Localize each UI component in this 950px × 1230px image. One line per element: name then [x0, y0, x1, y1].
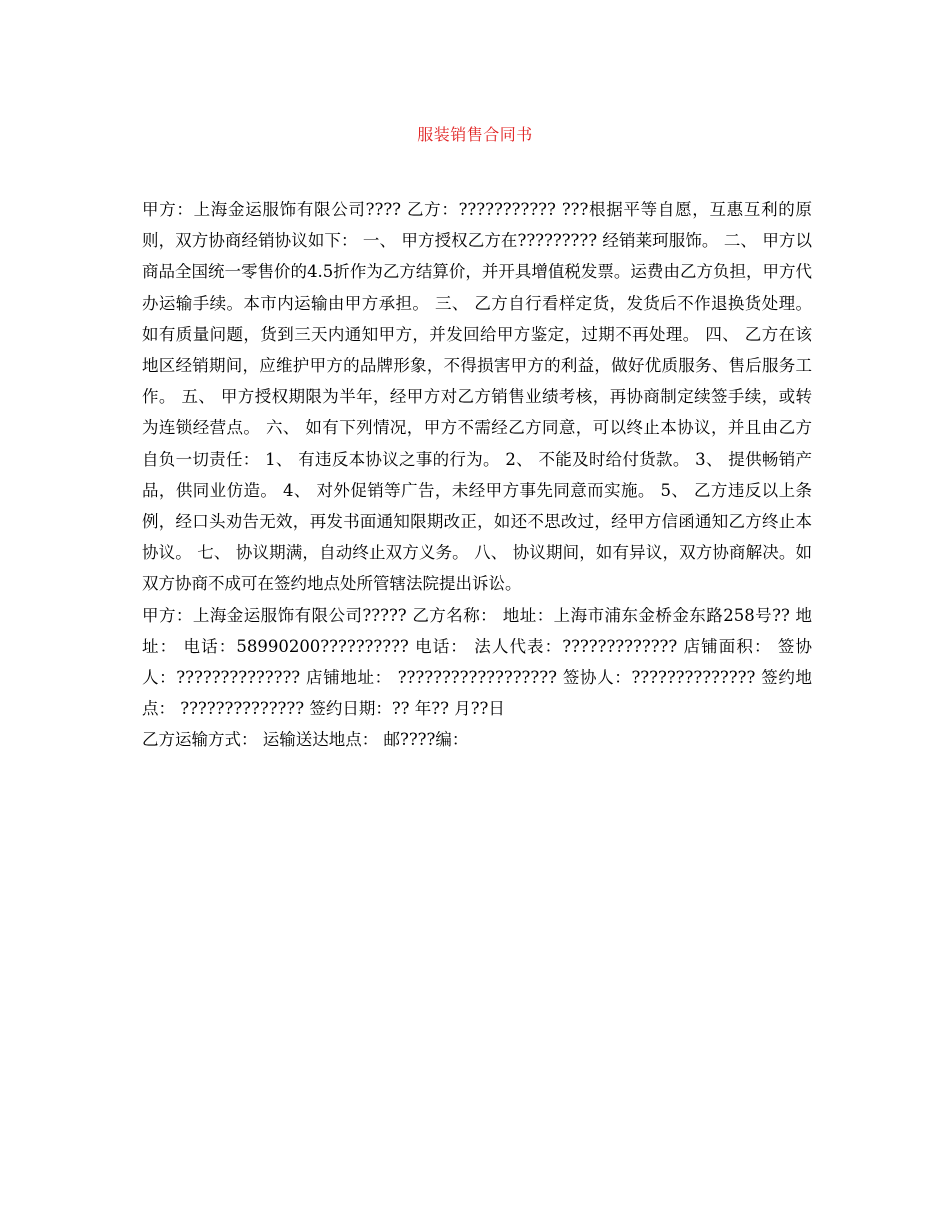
document-title: 服装销售合同书: [417, 125, 533, 144]
signature-info-paragraph: 甲方：上海金运服饰有限公司????? 乙方名称： 地址：上海市浦东金桥金东路258号?? 地址： 电话：58990200?????????? 电话： 法人代表：????????????? 店铺面积： 签协人：?????????????? 店铺地址： ?????????????????? 签协人：?????????????? 签约地点： ?????????????? 签约日期：?? 年?? 月??日: [142, 605, 812, 719]
document-body: [142, 194, 812, 756]
shipping-info-paragraph: 乙方运输方式： 运输送达地点： 邮????编：: [142, 730, 469, 750]
contract-terms-paragraph: 甲方：上海金运服饰有限公司???? 乙方：??????????? ???根据平等自愿，互惠互利的原则，双方协商经销协议如下： 一、 甲方授权乙方在????????? 经销莱珂服饰。 二、 甲方以商品全国统一零售价的4.5折作为乙方结算价，并开具增值税发票。运费由乙方负担，甲方代办运输手续。本市内运输由甲方承担。 三、 乙方自行看样定货，发货后不作退换货处理。如有质量问题，货到三天内通知甲方，并发回给甲方鉴定，过期不再处理。 四、 乙方在该地区经销期间，应维护甲方的品牌形象，不得损害甲方的利益，做好优质服务、售后服务工作。 五、 甲方授权期限为半年，经甲方对乙方销售业绩考核，再协商制定续签手续，或转为连锁经营点。 六、 如有下列情况，甲方不需经乙方同意，可以终止本协议，并且由乙方自负一切责任： 1、 有违反本协议之事的行为。 2、 不能及时给付货款。 3、 提供畅销产品，供同业仿造。 4、 对外促销等广告，未经甲方事先同意而实施。 5、 乙方违反以上条例，经口头劝告无效，再发书面通知限期改正，如还不思改过，经甲方信函通知乙方终止本协议。 七、 协议期满，自动终止双方义务。 八、 协议期间，如有异议，双方协商解决。如双方协商不成可在签约地点处所管辖法院提出诉讼。: [142, 200, 812, 594]
